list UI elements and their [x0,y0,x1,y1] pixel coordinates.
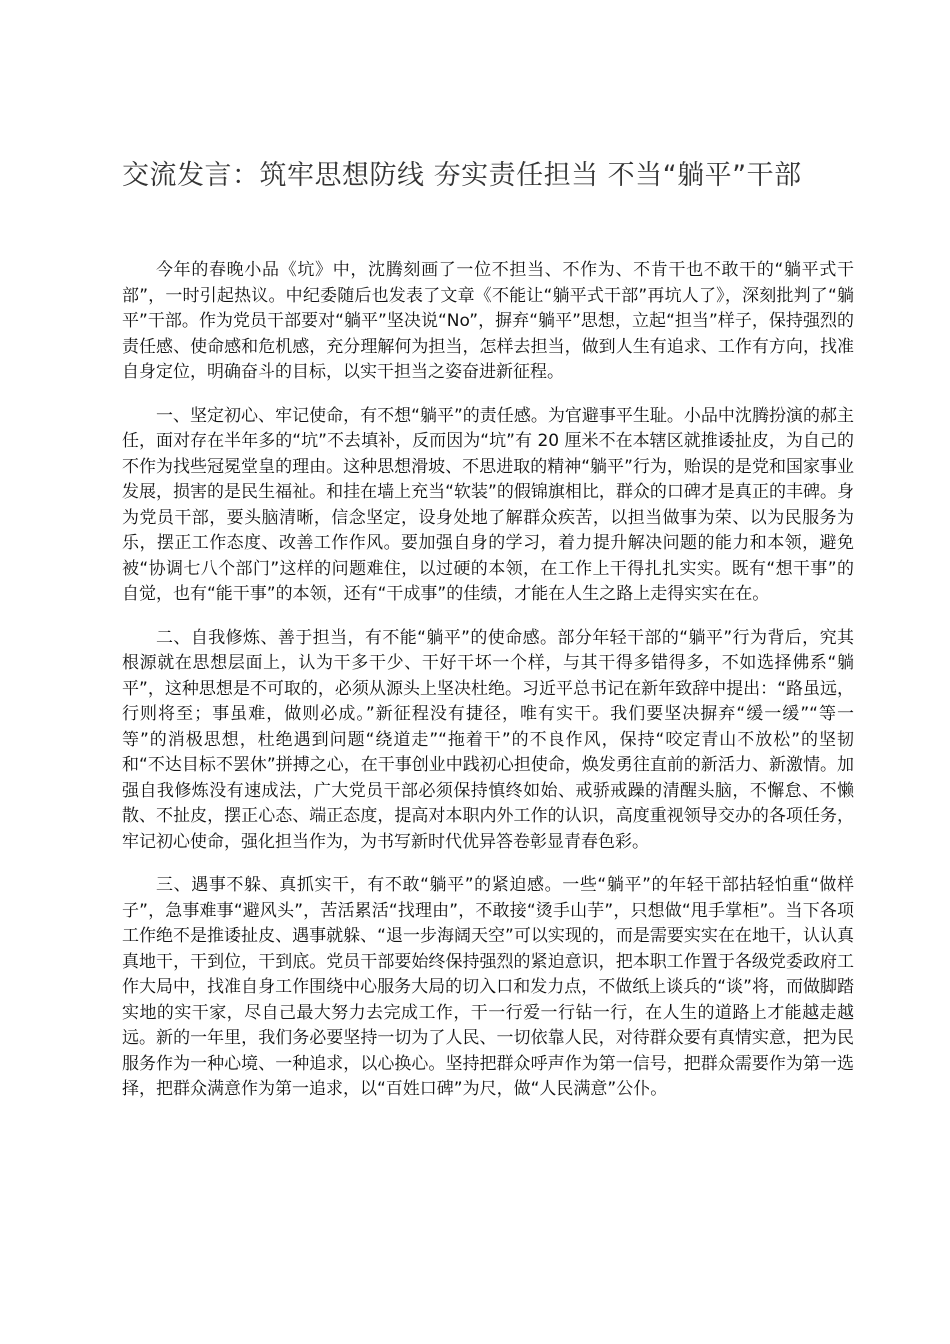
document-body [122,258,854,1121]
paragraph-intro: 今年的春晚小品《坑》中，沈腾刻画了一位不担当、不作为、不肯干也不敢干的“躺平式干部”，一时引起热议。中纪委随后也发表了文章《不能让“躺平式干部”再坑人了》，深刻批判了“躺平”干部。作为党员干部要对“躺平”坚决说“No”，摒弃“躺平”思想，立起“担当”样子，保持强烈的责任感、使命感和危机感，充分理解何为担当，怎样去担当，做到人生有追求、工作有方向，找准自身定位，明确奋斗的目标，以实干担当之姿奋进新征程。 [122,260,854,382]
paragraph-section-3: 三、遇事不躲、真抓实干，有不敢“躺平”的紧迫感。一些“躺平”的年轻干部拈轻怕重“做样子”，急事难事“避风头”，苦活累活“找理由”，不敢接“烫手山芋”，只想做“甩手掌柜”。当下各项工作绝不是推诿扯皮、遇事就躲、“退一步海阔天空”可以实现的，而是需要实实在在地干，认认真真地干，干到位，干到底。党员干部要始终保持强烈的紧迫意识，把本职工作置于各级党委政府工作大局中，找准自身工作围绕中心服务大局的切入口和发力点，不做纸上谈兵的“谈”将，而做脚踏实地的实干家，尽自己最大努力去完成工作，干一行爱一行钻一行，在人生的道路上才能越走越远。新的一年里，我们务必要坚持一切为了人民、一切依靠人民，对待群众要有真情实意，把为民服务作为一种心境、一种追求，以心换心。坚持把群众呼声作为第一信号，把群众需要作为第一选择，把群众满意作为第一追求，以“百姓口碑”为尺，做“人民满意”公仆。 [122,875,854,1099]
document-title: 交流发言：筑牢思想防线 夯实责任担当 不当“躺平”干部 [122,160,802,191]
paragraph-section-2: 二、自我修炼、善于担当，有不能“躺平”的使命感。部分年轻干部的“躺平”行为背后，究其根源就在思想层面上，认为干多干少、干好干坏一个样，与其干得多错得多，不如选择佛系“躺平”，这种思想是不可取的，必须从源头上坚决杜绝。习近平总书记在新年致辞中提出：“路虽远，行则将至；事虽难，做则必成。”新征程没有捷径，唯有实干。我们要坚决摒弃“缓一缓”“等一等”的消极思想，杜绝遇到问题“绕道走”“拖着干”的不良作风，保持“咬定青山不放松”的坚韧和“不达目标不罢休”拼搏之心，在干事创业中践初心担使命，焕发勇往直前的新活力、新激情。加强自我修炼没有速成法，广大党员干部必须保持慎终如始、戒骄戒躁的清醒头脑，不懈怠、不懒散、不扯皮，摆正心态、端正态度，提高对本职内外工作的认识，高度重视领导交办的各项任务，牢记初心使命，强化担当作为，为书写新时代优异答卷彰显青春色彩。 [122,627,854,852]
paragraph-section-1: 一、坚定初心、牢记使命，有不想“躺平”的责任感。为官避事平生耻。小品中沈腾扮演的郝主任，面对存在半年多的“坑”不去填补，反而因为“坑”有 20 厘米不在本辖区就推诿扯皮，为自己的不作为找些冠冕堂皇的理由。这种思想滑坡、不思进取的精神“躺平”行为，贻误的是党和国家事业发展，损害的是民生福祉。和挂在墙上充当“软装”的假锦旗相比，群众的口碑才是真正的丰碑。身为党员干部，要头脑清晰，信念坚定，设身处地了解群众疾苦，以担当做事为荣、以为民服务为乐，摆正工作态度、改善工作作风。要加强自身的学习，着力提升解决问题的能力和本领，避免被“协调七八个部门”这样的问题难住，以过硬的本领，在工作上干得扎扎实实。既有“想干事”的自觉，也有“能干事”的本领，还有“干成事”的佳绩，才能在人生之路上走得实实在在。 [122,405,854,604]
